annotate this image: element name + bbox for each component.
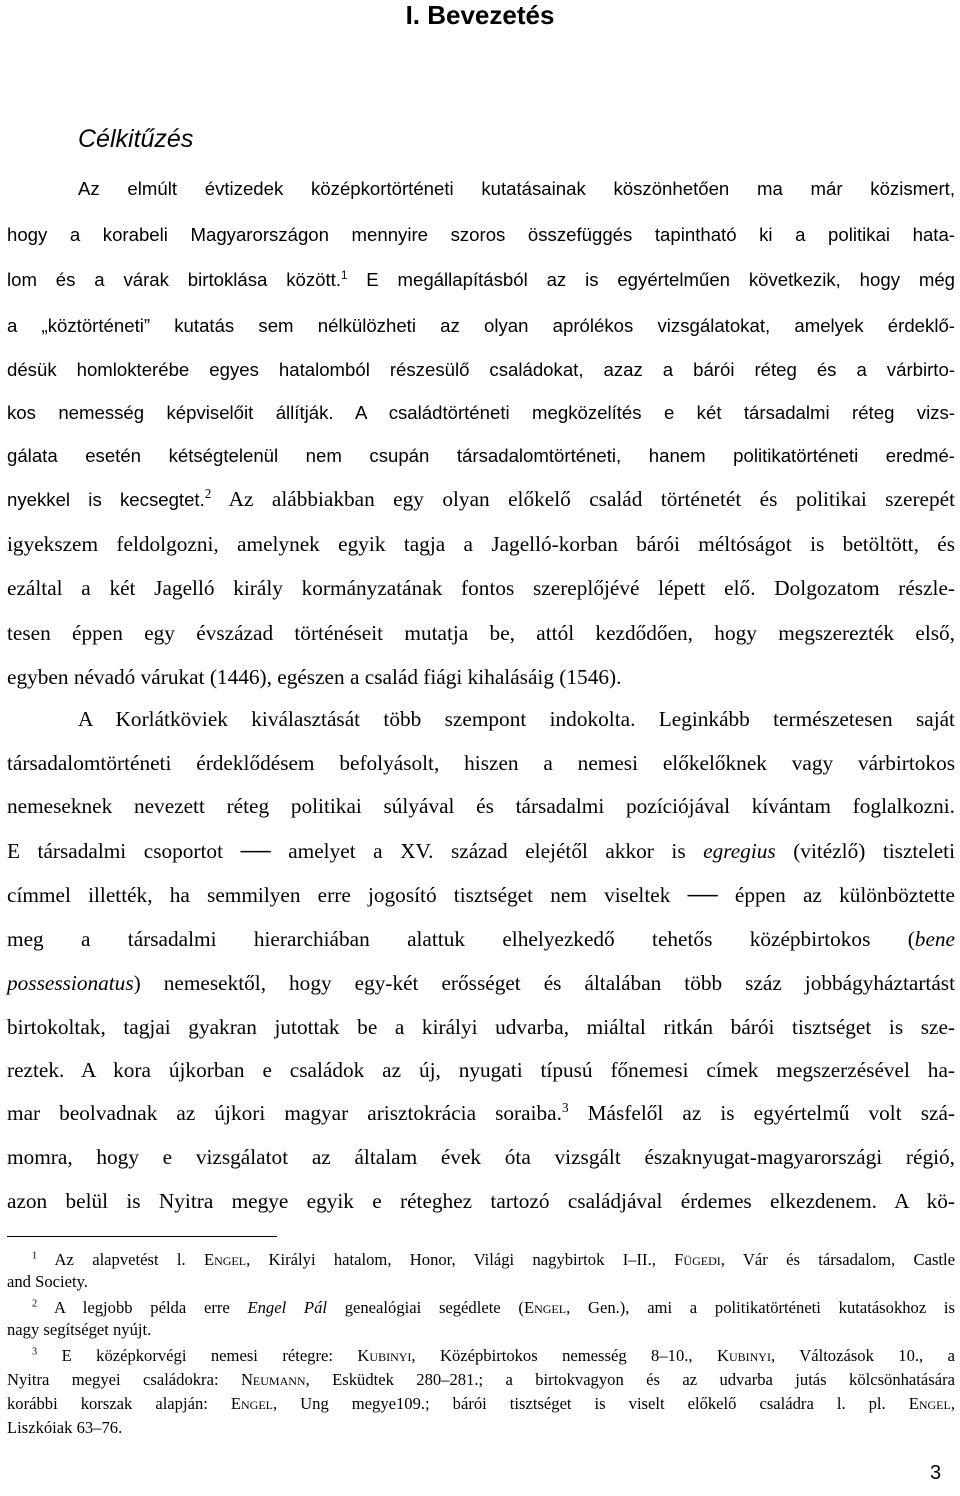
footnote-ref: 3 [561,1099,569,1115]
body-line: birtokoltak, tagjai gyakran jutottak be a királyi udvarba, miáltal ritkán bárói tisztséget is sze- [7,1015,955,1039]
footnote-3-cont: Liszkóiak 63–76. [7,1418,123,1437]
footnote-3-cont: korábbi korszak alapján: Engel, Ung megye109.; bárói tisztséget is viselt előkelő családra l. pl. Engel, [7,1394,955,1413]
page-number: 3 [930,1462,942,1484]
body-line: címmel illették, ha semmilyen erre jogosító tisztséget nem viseltek ── éppen az különböztette [7,883,955,907]
body-line: kos nemesség képviselőit állítják. A családtörténeti megközelítés e két társadalmi réteg vizs- [7,402,956,423]
footnote-1-cont: and Society. [7,1272,88,1291]
body-line: azon belül is Nyitra megye egyik e réteghez tartozó családjával érdemes elkezdenem. A kö- [7,1189,955,1213]
section-subheading: Célkitűzés [78,125,194,153]
footnote-3-cont: Nyitra megyei családokra: Neumann, Esküdtek 280–281.; a birtokvagyon és az udvarba jutás kölcsönhatására [7,1370,955,1389]
body-line: possessionatus) nemesektől, hogy egy-két erősséget és általában több száz jobbágyháztartást [7,971,955,995]
body-line: gálata esetén kétségtelenül nem csupán társadalomtörténeti, hanem politikatörténeti eredmé- [7,445,955,466]
footnote-number: 3 [32,1346,38,1358]
footnote-3: $^3$ E középkorvégi nemesi rétegre: Kubinyi, Középbirtokos nemesség 8–10., Kubinyi, Változások 10., a [32,1346,955,1365]
chapter-heading: I. Bevezetés [405,0,555,30]
body-line: meg a társadalmi hierarchiában alattuk elhelyezkedő tehetős középbirtokos (bene [7,927,955,951]
body-line: egyben névadó várukat (1446), egészen a család fiági kihalásáig (1546). [7,665,622,689]
body-line: tesen éppen egy évszázad történéseit mutatja be, attól kezdődően, hogy megszerezték első, [7,621,955,645]
footnote-2-cont: nagy segítséget nyújt. [7,1320,152,1339]
footnote-ref: 2 [204,485,212,501]
footnote-number: 1 [32,1250,38,1262]
body-line: a „köztörténeti” kutatás sem nélkülözheti az olyan aprólékos vizsgálatokat, amelyek érdeklő- [7,315,955,336]
footnote-ref: 1 [341,269,348,282]
body-line: E társadalmi csoportot ── amelyet a XV. század elejétől akkor is egregius (vitézlő) tiszteleti [7,839,955,863]
body-line: ezáltal a két Jagelló király kormányzatának fontos szereplőjévé lépett elő. Dolgozatom részle- [7,576,955,600]
body-line: hogy a korabeli Magyarországon mennyire szoros összefüggés tapintható ki a politikai hata- [7,224,955,245]
body-line: Az elmúlt évtizedek középkortörténeti kutatásainak köszönhetően ma már közismert, [78,178,955,199]
footnote-number: 2 [32,1298,38,1310]
footnote-separator [7,1236,277,1237]
body-line: igyekszem feldolgozni, amelynek egyik tagja a Jagelló-korban bárói méltóságot is betöltött, és [7,532,955,556]
body-line: reztek. A kora újkorban e családok az új, nyugati típusú főnemesi címek megszerzésével ha- [7,1058,955,1082]
body-line: désük homlokterébe egyes hatalomból részesülő családokat, azaz a bárói réteg és a várbirto- [7,359,955,380]
body-line: lom és a várak birtoklása között.$^1$ E megállapításból az is egyértelműen következik, hogy még [7,269,956,290]
body-line: A Korlátköviek kiválasztását több szempont indokolta. Leginkább természetesen saját [78,707,955,731]
footnote-2: $^2$ A legjobb példa erre Engel Pál genealógiai segédlete (Engel, Gen.), ami a politikatörténeti kutatásokhoz is [32,1298,956,1317]
body-line: momra, hogy e vizsgálatot az általam évek óta vizsgált északnyugat-magyarországi régió, [7,1145,955,1169]
body-line: nyekkel is kecsegtet.$^2$ Az alábbiakban egy olyan előkelő család történetét és politikai szerepét [7,485,956,511]
body-line: nemeseknek nevezett réteg politikai súlyával és társadalmi pozíciójával kívántam foglalkozni. [7,794,955,818]
footnote-1: $^1$ Az alapvetést l. Engel, Királyi hatalom, Honor, Világi nagybirtok I–II., Fügedi, Vár és társadalom, Castle [32,1250,955,1269]
body-line: társadalomtörténeti érdeklődésem befolyásolt, hiszen a nemesi előkelőknek vagy várbirtokos [7,751,955,775]
body-line: mar beolvadnak az újkori magyar arisztokrácia soraiba.$^3$ Másfelől az is egyértelmű volt szá- [7,1099,955,1125]
